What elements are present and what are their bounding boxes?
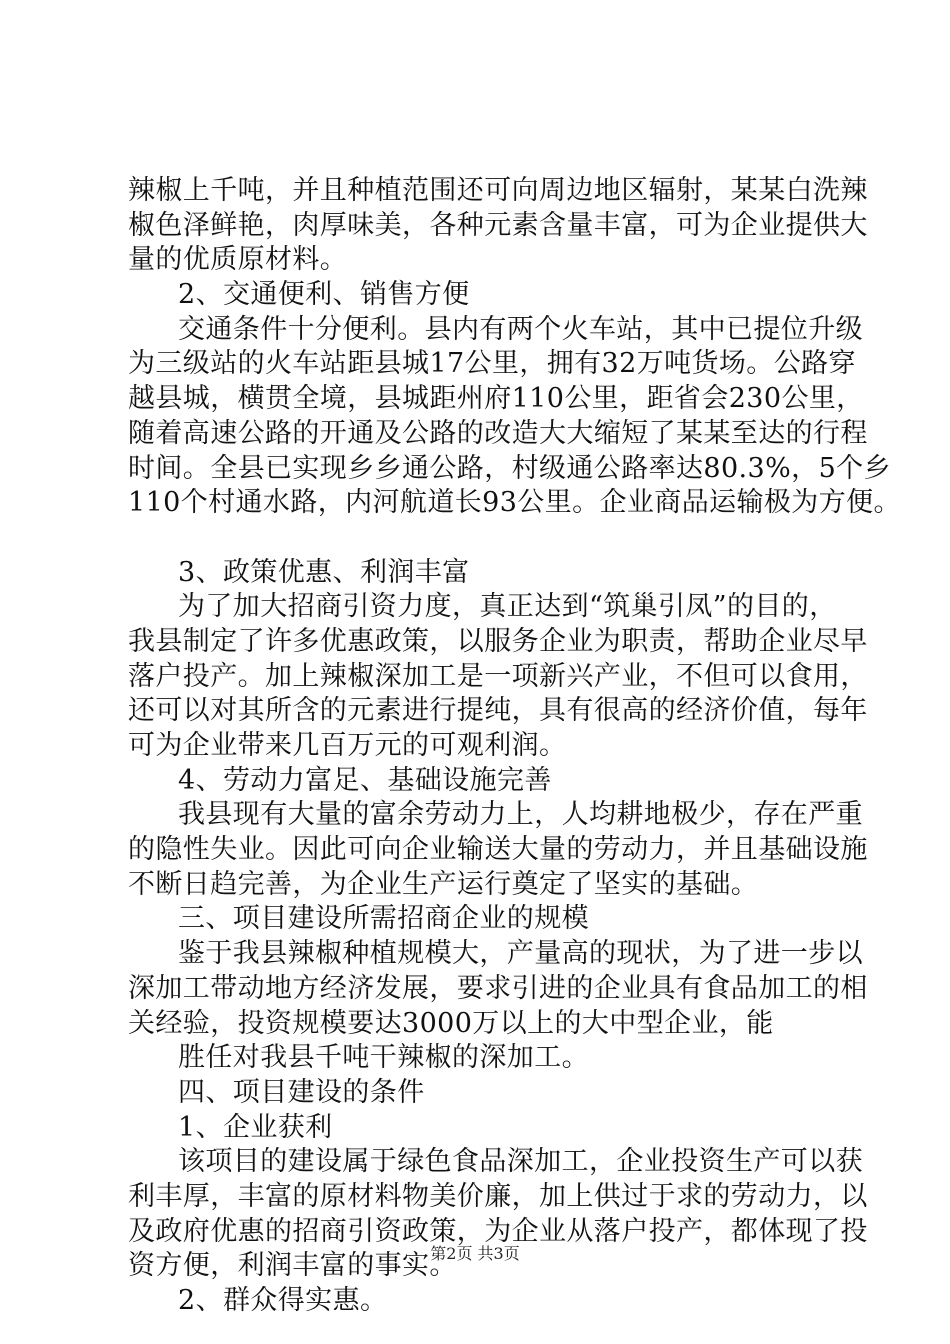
- text-line: 量的优质原材料。: [128, 244, 348, 276]
- text-line: 深加工带动地方经济发展，要求引进的企业具有食品加工的相: [128, 972, 868, 1004]
- text-line: 还可以对其所含的元素进行提纯，具有很高的经济价值，每年: [128, 695, 868, 727]
- text-line: 不断日趋完善，为企业生产运行奠定了坚实的基础。: [128, 868, 759, 900]
- text-line: 110个村通水路，内河航道长93公里。企业商品运输极为方便。: [128, 487, 901, 519]
- text-line: 随着高速公路的开通及公路的改造大大缩短了某某至达的行程: [128, 417, 868, 449]
- text-line: 胜任对我县千吨干辣椒的深加工。: [178, 1042, 589, 1074]
- text-line: 鉴于我县辣椒种植规模大，产量高的现状，为了进一步以: [178, 938, 863, 970]
- text-line: 交通条件十分便利。县内有两个火车站，其中已提位升级: [178, 313, 863, 345]
- text-line: 资方便，利润丰富的事实。: [128, 1250, 457, 1282]
- section-heading: 2、交通便利、销售方便: [178, 279, 470, 311]
- text-line: 我县制定了许多优惠政策，以服务企业为职责，帮助企业尽早: [128, 625, 868, 657]
- text-line: 为三级站的火车站距县城17公里，拥有32万吨货场。公路穿: [128, 348, 856, 380]
- section-heading: 1、企业获利: [178, 1111, 333, 1143]
- text-line: 为了加大招商引资力度，真正达到“筑巢引凤”的目的，: [178, 591, 837, 623]
- section-heading: 4、劳动力富足、基础设施完善: [178, 764, 552, 796]
- text-line: 时间。全县已实现乡乡通公路，村级通公路率达80.3%，5个乡: [128, 452, 891, 484]
- text-line: 利丰厚，丰富的原材料物美价廉，加上供过于求的劳动力，以: [128, 1180, 868, 1212]
- text-line: 的隐性失业。因此可向企业输送大量的劳动力，并且基础设施: [128, 834, 868, 866]
- text-line: 越县城，横贯全境，县城距州府110公里，距省会230公里，: [128, 383, 864, 415]
- section-heading: 三、项目建设所需招商企业的规模: [178, 903, 589, 935]
- text-line: 该项目的建设属于绿色食品深加工，企业投资生产可以获: [178, 1146, 863, 1178]
- text-line: 及政府优惠的招商引资政策，为企业从落户投产，都体现了投: [128, 1215, 868, 1247]
- section-heading: 3、政策优惠、利润丰富: [178, 556, 470, 588]
- text-line: 辣椒上千吨，并且种植范围还可向周边地区辐射，某某白洗辣: [128, 175, 868, 206]
- text-line: 我县现有大量的富余劳动力上，人均耕地极少，存在严重: [178, 799, 863, 831]
- text-line: 可为企业带来几百万元的可观利润。: [128, 730, 567, 761]
- body-text: [128, 174, 901, 1319]
- text-line: 落户投产。加上辣椒深加工是一项新兴产业，不但可以食用，: [128, 660, 868, 692]
- paragraph-gap: [128, 521, 840, 556]
- section-heading: 2、群众得实惠。: [178, 1285, 388, 1316]
- page-footer: 第2页 共3页: [430, 1244, 520, 1263]
- text-line: 椒色泽鲜艳，肉厚味美，各种元素含量丰富，可为企业提供大: [128, 209, 868, 241]
- section-heading: 四、项目建设的条件: [178, 1076, 425, 1108]
- text-line: 关经验，投资规模要达3000万以上的大中型企业，能: [128, 1007, 774, 1039]
